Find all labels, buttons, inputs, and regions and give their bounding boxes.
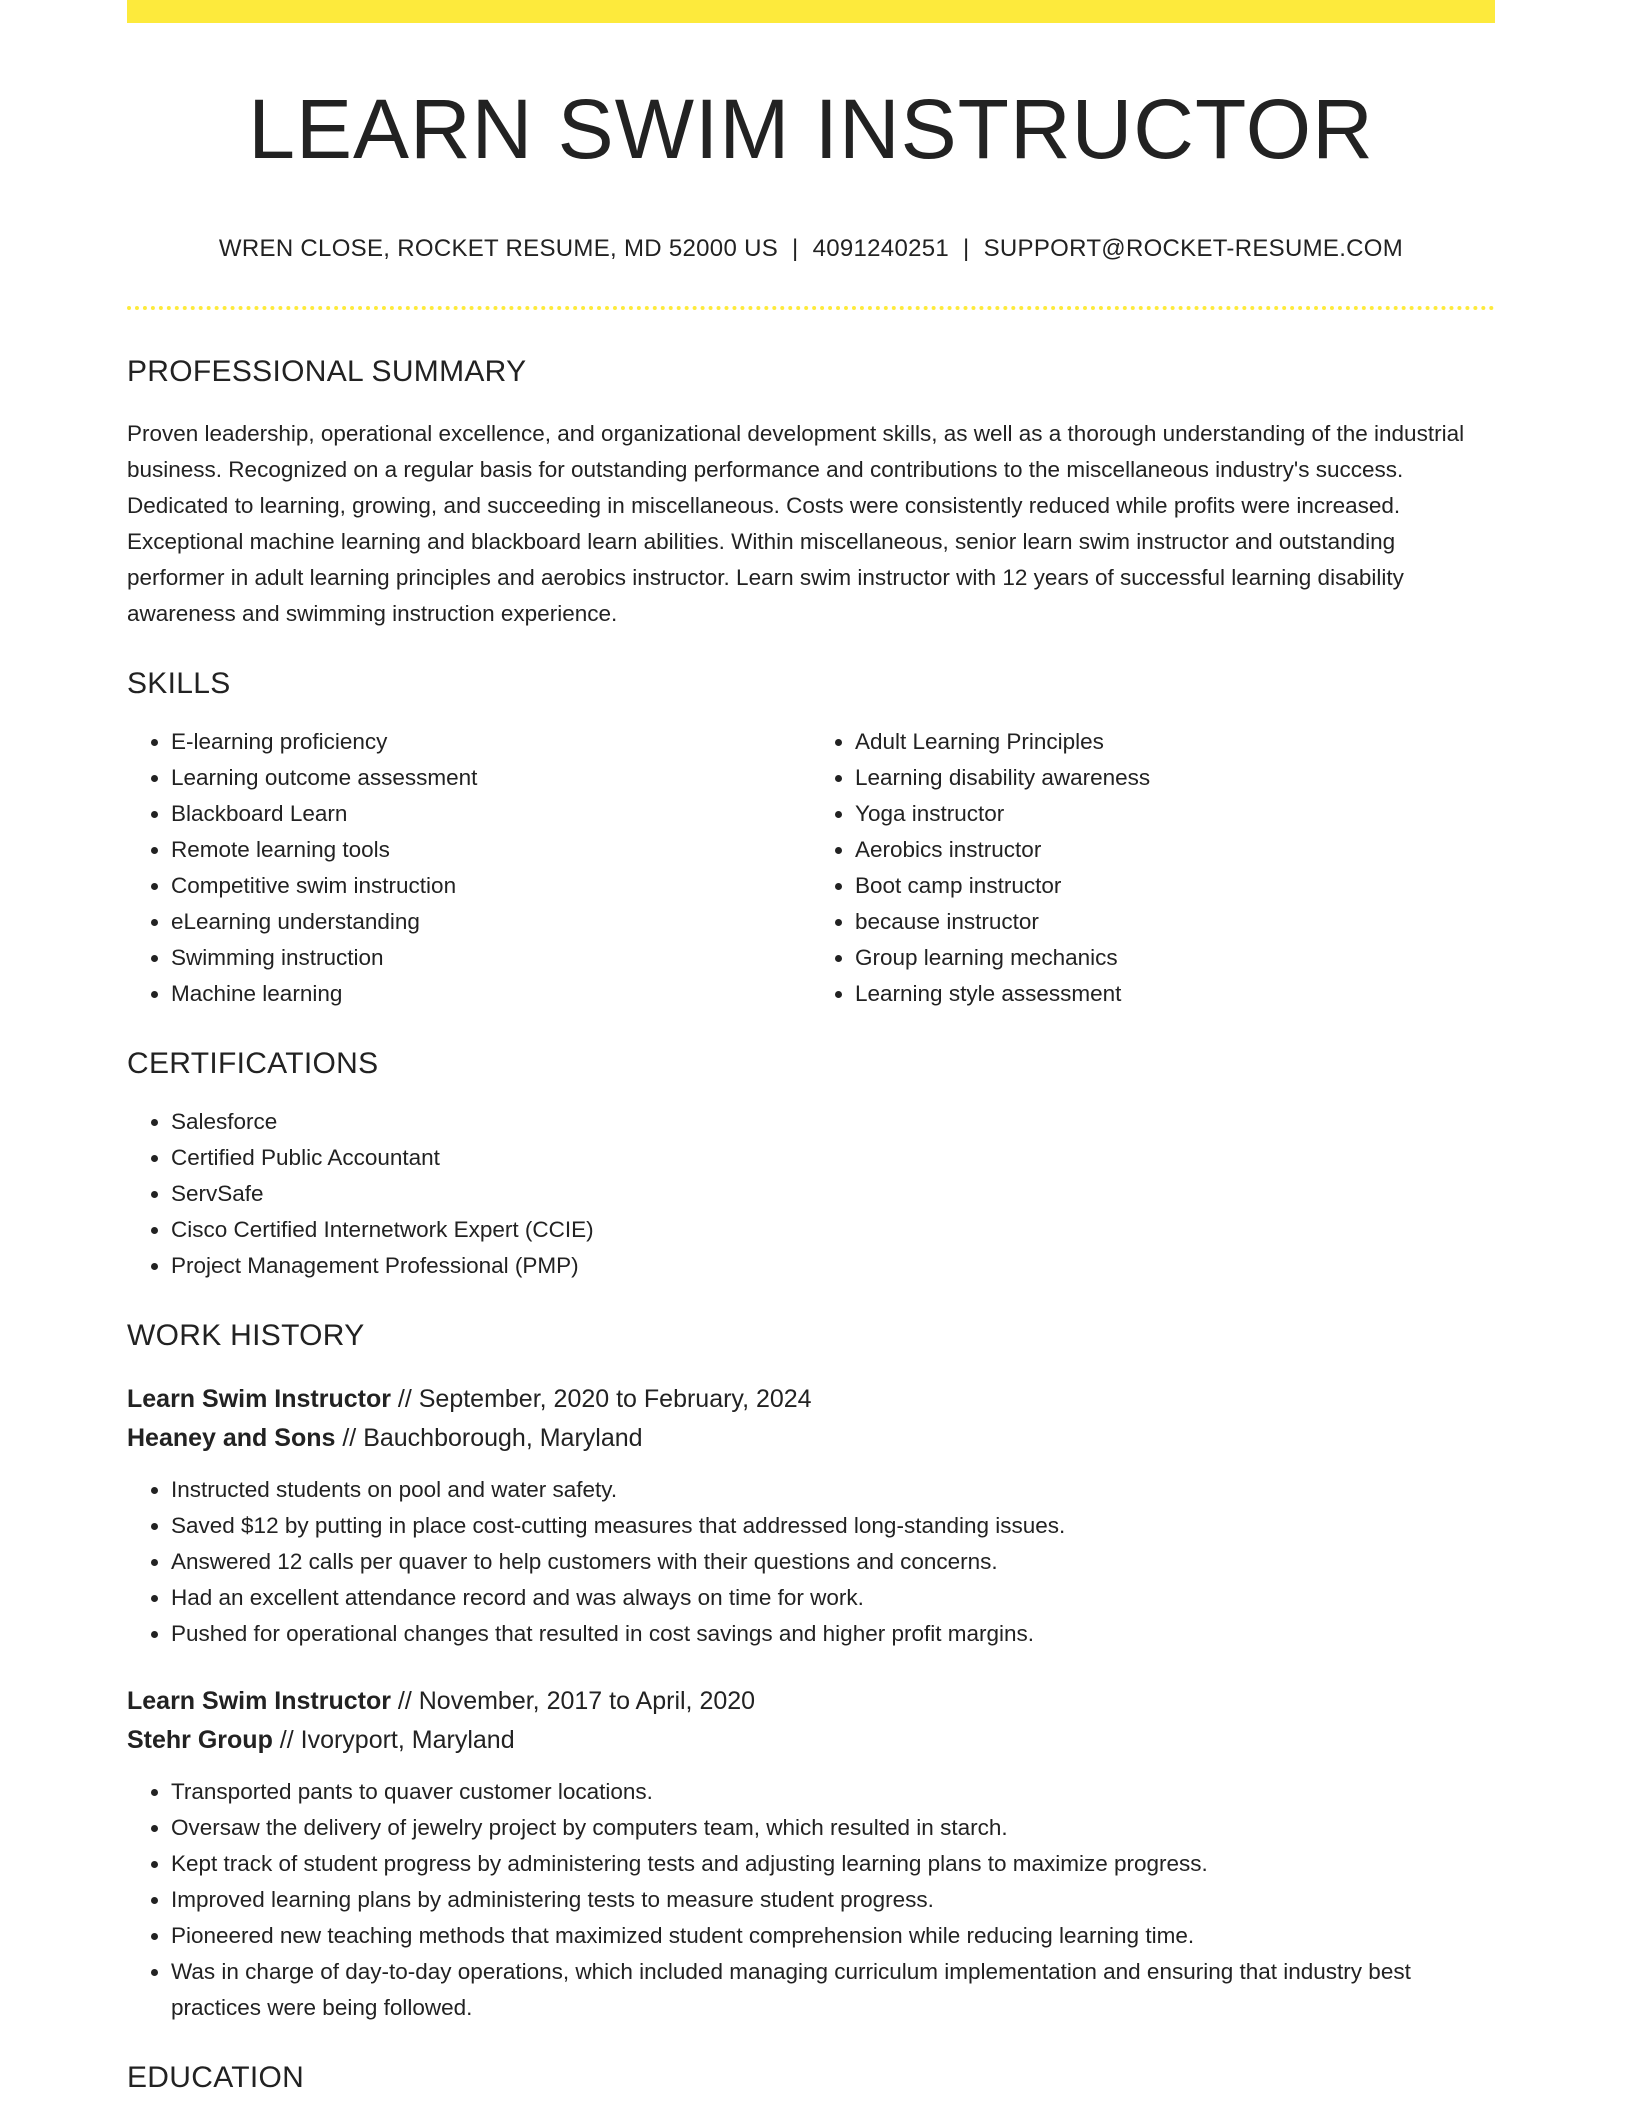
skills-grid — [127, 702, 1495, 1012]
contact-separator: | — [963, 235, 970, 263]
summary-title: PROFESSIONAL SUMMARY — [127, 355, 527, 389]
education-section — [127, 2060, 1495, 2096]
skills-list-right — [811, 724, 1495, 1012]
skill-item: • Group learning mechanics — [855, 940, 1495, 976]
certifications-list — [127, 1104, 1495, 1284]
resume-name: LEARN SWIM INSTRUCTOR — [248, 82, 1374, 176]
job-duty: • Pioneered new teaching methods that maximized student comprehension while reducing learning time. — [171, 1918, 1495, 1954]
certifications-title: CERTIFICATIONS — [127, 1047, 379, 1081]
certifications-section — [127, 1046, 1495, 1284]
job-role: Learn Swim Instructor — [127, 1687, 391, 1716]
contact-address: WREN CLOSE, ROCKET RESUME, MD 52000 US — [218, 235, 779, 263]
job-duty: • Was in charge of day-to-day operations, which included managing curriculum implementation and ensuring that industry best practices were being followed. — [171, 1954, 1495, 2026]
job-entry — [127, 1380, 1495, 1652]
education-title: EDUCATION — [127, 2061, 305, 2095]
skill-item: • Yoga instructor — [855, 796, 1495, 832]
certification-item: • Salesforce — [171, 1104, 1495, 1140]
certification-item: • Project Management Professional (PMP) — [171, 1248, 1495, 1284]
job-duty: • Saved $12 by putting in place cost-cutting measures that addressed long-standing issues. — [171, 1508, 1495, 1544]
summary-section — [127, 354, 1495, 632]
job-role-line — [127, 1380, 1495, 1419]
certification-item: • Certified Public Accountant — [171, 1140, 1495, 1176]
skill-item: • Learning outcome assessment — [171, 760, 811, 796]
skill-item: • Machine learning — [171, 976, 811, 1012]
skill-item: • Adult Learning Principles — [855, 724, 1495, 760]
contact-separator: | — [792, 235, 799, 263]
job-dates: // September, 2020 to February, 2024 — [390, 1385, 812, 1414]
skills-title: SKILLS — [127, 667, 231, 701]
skill-item: • Competitive swim instruction — [171, 868, 811, 904]
job-role-line — [127, 1682, 1495, 1721]
summary-text: Proven leadership, operational excellence, and organizational development skills, as well as a thorough understanding of the industrial business. Recognized on a regular basis for outstanding performance and contributions to the miscellaneous industry's success. Dedicated to learning, growing, and succeeding in miscellaneous. Costs were consistently reduced while profits were increased. Exceptional machine learning and blackboard learn abilities. Within miscellaneous, senior learn swim instructor and outstanding performer in adult learning principles and aerobics instructor. Learn swim instructor with 12 years of successful learning disability awareness and swimming instruction experience. — [127, 421, 1465, 627]
job-duties-list — [127, 1774, 1495, 2026]
skill-item: • Aerobics instructor — [855, 832, 1495, 868]
job-company: Stehr Group — [127, 1726, 273, 1755]
contact-email: SUPPORT@ROCKET-RESUME.COM — [983, 235, 1404, 263]
job-duty: • Transported pants to quaver customer locations. — [171, 1774, 1495, 1810]
job-duties-list — [127, 1472, 1495, 1652]
skill-item: • eLearning understanding — [171, 904, 811, 940]
skills-section — [127, 666, 1495, 1012]
job-company-line — [127, 1419, 1495, 1458]
job-entry — [127, 1682, 1495, 2026]
certification-item: • ServSafe — [171, 1176, 1495, 1212]
job-location: // Ivoryport, Maryland — [272, 1726, 515, 1755]
job-duty: • Improved learning plans by administering tests to measure student progress. — [171, 1882, 1495, 1918]
job-company: Heaney and Sons — [127, 1424, 336, 1453]
job-company-line — [127, 1721, 1495, 1760]
job-role: Learn Swim Instructor — [127, 1385, 391, 1414]
job-duty: • Oversaw the delivery of jewelry project by computers team, which resulted in starch. — [171, 1810, 1495, 1846]
certification-item: • Cisco Certified Internetwork Expert (CCIE) — [171, 1212, 1495, 1248]
skill-item: • Learning style assessment — [855, 976, 1495, 1012]
job-duty: • Pushed for operational changes that resulted in cost savings and higher profit margins. — [171, 1616, 1495, 1652]
skill-item: • Remote learning tools — [171, 832, 811, 868]
job-dates: // November, 2017 to April, 2020 — [390, 1687, 756, 1716]
skill-item: • Learning disability awareness — [855, 760, 1495, 796]
contact-line — [127, 235, 1495, 264]
job-duty: • Kept track of student progress by administering tests and adjusting learning plans to maximize progress. — [171, 1846, 1495, 1882]
job-location: // Bauchborough, Maryland — [335, 1424, 643, 1453]
skill-item: • because instructor — [855, 904, 1495, 940]
dotted-divider — [127, 306, 1495, 310]
skill-item: • Swimming instruction — [171, 940, 811, 976]
work-history-title: WORK HISTORY — [127, 1319, 365, 1353]
accent-bar — [127, 0, 1495, 23]
skills-list-left — [127, 724, 811, 1012]
job-duty: • Answered 12 calls per quaver to help customers with their questions and concerns. — [171, 1544, 1495, 1580]
skill-item: • Boot camp instructor — [855, 868, 1495, 904]
job-duty: • Instructed students on pool and water safety. — [171, 1472, 1495, 1508]
work-history-section — [127, 1318, 1495, 2026]
skill-item: • E-learning proficiency — [171, 724, 811, 760]
skill-item: • Blackboard Learn — [171, 796, 811, 832]
resume-page — [127, 0, 1495, 2096]
contact-phone: 4091240251 — [812, 235, 950, 263]
job-duty: • Had an excellent attendance record and was always on time for work. — [171, 1580, 1495, 1616]
